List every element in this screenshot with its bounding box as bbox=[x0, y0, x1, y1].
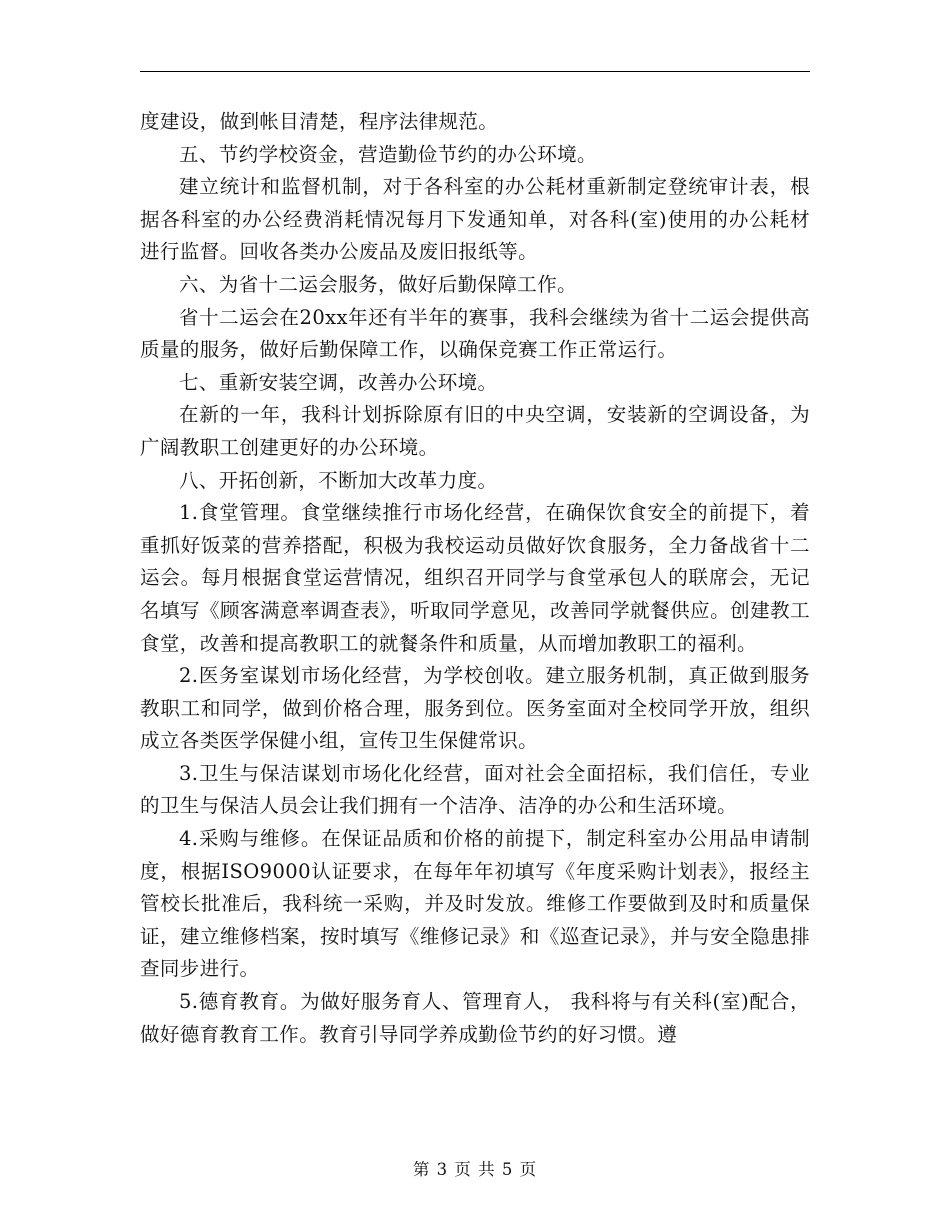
page-footer: 第 3 页 共 5 页 bbox=[412, 1160, 538, 1179]
paragraph: 省十二运会在20xx年还有半年的赛事，我科会继续为省十二运会提供高质量的服务，做好后勤保障工作，以确保竞赛工作正常运行。 bbox=[140, 305, 810, 362]
list-item: 4.采购与维修。在保证品质和价格的前提下，制定科室办公用品申请制度，根据ISO9000认证要求，在每年年初填写《年度采购计划表》，报经主管校长批准后，我科统一采购，并及时发放。维修工作要做到及时和质量保证，建立维修档案，按时填写《维修记录》和《巡查记录》，并与安全隐患排查同步进行。 bbox=[140, 827, 810, 981]
paragraph: 度建设，做到帐目清楚，程序法律规范。 bbox=[140, 110, 499, 133]
header-rule bbox=[140, 71, 810, 72]
section-heading: 六、为省十二运会服务，做好后勤保障工作。 bbox=[179, 272, 578, 296]
section-heading: 七、重新安装空调，改善办公环境。 bbox=[179, 370, 498, 394]
list-item: 3.卫生与保洁谋划市场化化经营，面对社会全面招标，我们信任，专业的卫生与保洁人员会让我们拥有一个洁净、洁净的办公和生活环境。 bbox=[140, 761, 810, 818]
paragraph: 在新的一年，我科计划拆除原有旧的中央空调，安装新的空调设备，为广阔教职工创建更好的办公环境。 bbox=[140, 403, 810, 459]
list-item: 2.医务室谋划市场化经营，为学校创收。建立服务机制，真正做到服务教职工和同学，做到价格合理，服务到位。医务室面对全校同学开放，组织成立各类医学保健小组，宣传卫生保健常识。 bbox=[140, 664, 810, 753]
document-body bbox=[140, 106, 810, 1051]
section-heading: 五、节约学校资金，营造勤俭节约的办公环境。 bbox=[179, 142, 597, 166]
list-item: 5.德育教育。为做好服务育人、管理育人， 我科将与有关科(室)配合，做好德育教育工作。教育引导同学养成勤俭节约的好习惯。遵 bbox=[140, 990, 810, 1046]
section-heading: 八、开拓创新，不断加大改革力度。 bbox=[179, 468, 498, 492]
list-item: 1.食堂管理。食堂继续推行市场化经营，在确保饮食安全的前提下，着重抓好饭菜的营养搭配，积极为我校运动员做好饮食服务，全力备战省十二运会。每月根据食堂运营情况，组织召开同学与食堂承包人的联席会，无记名填写《顾客满意率调查表》，听取同学意见，改善同学就餐供应。创建教工食堂，改善和提高教职工的就餐条件和质量，从而增加教职工的福利。 bbox=[140, 501, 810, 655]
paragraph: 建立统计和监督机制，对于各科室的办公耗材重新制定登统审计表，根据各科室的办公经费消耗情况每月下发通知单，对各科(室)使用的办公耗材进行监督。回收各类办公废品及废旧报纸等。 bbox=[140, 175, 810, 264]
